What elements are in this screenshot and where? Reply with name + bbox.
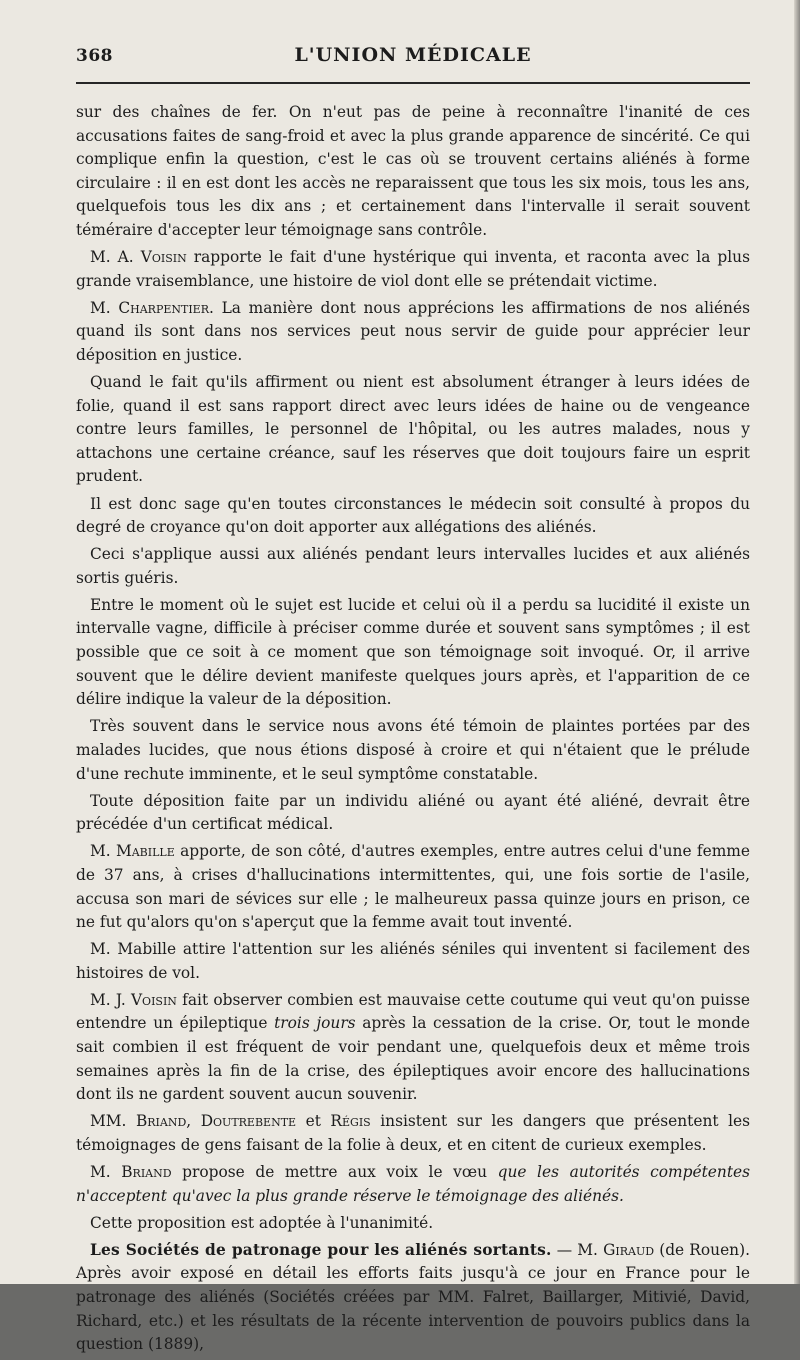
paragraph: Très souvent dans le service nous avons été témoin de plaintes portées par des malades lucides, que nous étions disposé à croire et qui n'étaient que le prélude d'une rechute imminente, et le seul symptôme constatable. — [76, 717, 750, 783]
speaker-name: M. Briand — [90, 1163, 172, 1182]
paragraph: Ceci s'applique aussi aux aliénés pendant leurs intervalles lucides et aux aliénés sortis guéris. — [76, 545, 750, 587]
speaker-name: M. Charpentier. — [90, 298, 214, 317]
paragraph: Cette proposition est adoptée à l'unanimité. — [90, 1213, 434, 1232]
paragraph-a-voisin: M. A. Voisin rapporte le fait d'une hystérique qui inventa, et raconta avec la plus grande vraisemblance, une histoire de viol dont elle se prétendait victime. — [76, 248, 750, 290]
paragraph: M. Mabille attire l'attention sur les aliénés séniles qui inventent si facilement des histoires de vol. — [76, 940, 750, 982]
speaker-name: M. A. Voisin — [90, 248, 187, 267]
paragraph-j-voisin: M. J. Voisin fait observer combien est mauvaise cette coutume qui veut qu'on puisse entendre un épileptique trois jours après la cessation de la crise. Or, tout le monde sait combien il est fréquent de voir pendant une, quelquefois deux et même trois semaines après la fin de la crise, des épileptiques avoir encore des hallucinations dont ils ne gardent souvent aucun souvenir. — [76, 990, 750, 1104]
emphasis: trois jours — [274, 1014, 356, 1033]
header-rule — [76, 82, 750, 84]
paragraph: Quand le fait qu'ils affirment ou nient est absolument étranger à leurs idées de folie, quand il est sans rapport direct avec leurs idées de haine ou de vengeance contre leurs familles, le personnel de l'hôpital, ou les autres malades, nous y attachons une certaine créance, sauf les réserves que doit toujours faire un esprit prudent. — [76, 373, 750, 486]
speaker-name: M. Mabille — [90, 842, 175, 861]
paragraph: Toute déposition faite par un individu aliéné ou ayant été aliéné, devrait être précédée d'un certificat médical. — [76, 791, 750, 834]
paragraph-briand-proposal: M. Briand propose de mettre aux voix le vœu que les autorités compétentes n'acceptent qu'avec la plus grande réserve le témoignage des aliénés. — [76, 1163, 751, 1205]
speaker-name: Briand — [135, 1112, 187, 1131]
speaker-name: Régis — [330, 1112, 371, 1131]
running-head — [76, 44, 750, 74]
paragraph: Il est donc sage qu'en toutes circonstances le médecin soit consulté à propos du degré de croyance qu'on doit apporter aux allégations des aliénés. — [76, 494, 750, 537]
paragraph-briand-doutrebente-regis: MM. Briand, Doutrebente et Régis insistent sur les dangers que présentent les témoignages de gens faisant de la folie à deux, et en citent de curieux exemples. — [76, 1112, 750, 1154]
paragraph: Entre le moment où le sujet est lucide et celui où il a perdu sa lucidité il existe un intervalle vagne, difficile à préciser comme durée et souvent sans symptômes ; il est possible que ce soit à ce moment que son témoignage soit invoqué. Or, il arrive souvent que le délire devient manifeste quelques jours après, et l'apparition de ce délire indique la valeur de la déposition. — [76, 595, 750, 709]
emphasis: que les autorités compétentes n'acceptent qu'avec la plus grande réserve le témoignage des aliénés. — [76, 1163, 751, 1205]
paragraph-mabille: M. Mabille apporte, de son côté, d'autres exemples, entre autres celui d'une femme de 37 ans, à crises d'hallucinations intermittentes, qui, une fois sortie de l'asile, accusa son mari de sévices sur elle ; le malheureux passa quinze jours en prison, ce ne fut qu'alors qu'on s'aperçut que la femme avait tout inventé. — [76, 842, 750, 932]
speaker-name: M. J. Voisin — [90, 990, 177, 1009]
section-title: Les Sociétés de patronage pour les aliénés sortants. — [90, 1240, 552, 1259]
speaker-name: Doutrebente — [200, 1112, 297, 1131]
paragraph-section-patronage: Les Sociétés de patronage pour les aliénés sortants. — M. Giraud (de Rouen). Après avoir exposé en détail les efforts faits jusqu'à ce jour en France pour le patronage des aliénés (Sociétés créées par MM. Falret, Baillarger, Mitivié, David, Richard, etc.) et les résultats de la récente intervention de pouvoirs publics dans la question (1889), — [76, 1240, 750, 1354]
paragraph-continuation: sur des chaînes de fer. On n'eut pas de peine à reconnaître l'inanité de ces accusations faites de sang-froid et avec la plus grande apparence de sincérité. Ce qui complique enfin la question, c'est le cas où se trouvent certains aliénés à forme circulaire : il en est dont les accès ne reparaissent que tous les six mois, tous les ans, quelquefois tous les dix ans ; et certainement dans l'intervalle il serait souvent téméraire d'accepter leur témoignage sans contrôle. — [76, 103, 750, 239]
page-number: 368 — [76, 46, 113, 66]
body-text — [76, 101, 750, 1360]
paragraph-charpentier: M. Charpentier. La manière dont nous apprécions les affirmations de nos aliénés quand ils sont dans nos services peut nous servir de guide pour apprécier leur déposition en justice. — [76, 298, 750, 364]
speaker-name: Giraud — [603, 1240, 655, 1259]
journal-title: L'UNION MÉDICALE — [294, 44, 532, 66]
